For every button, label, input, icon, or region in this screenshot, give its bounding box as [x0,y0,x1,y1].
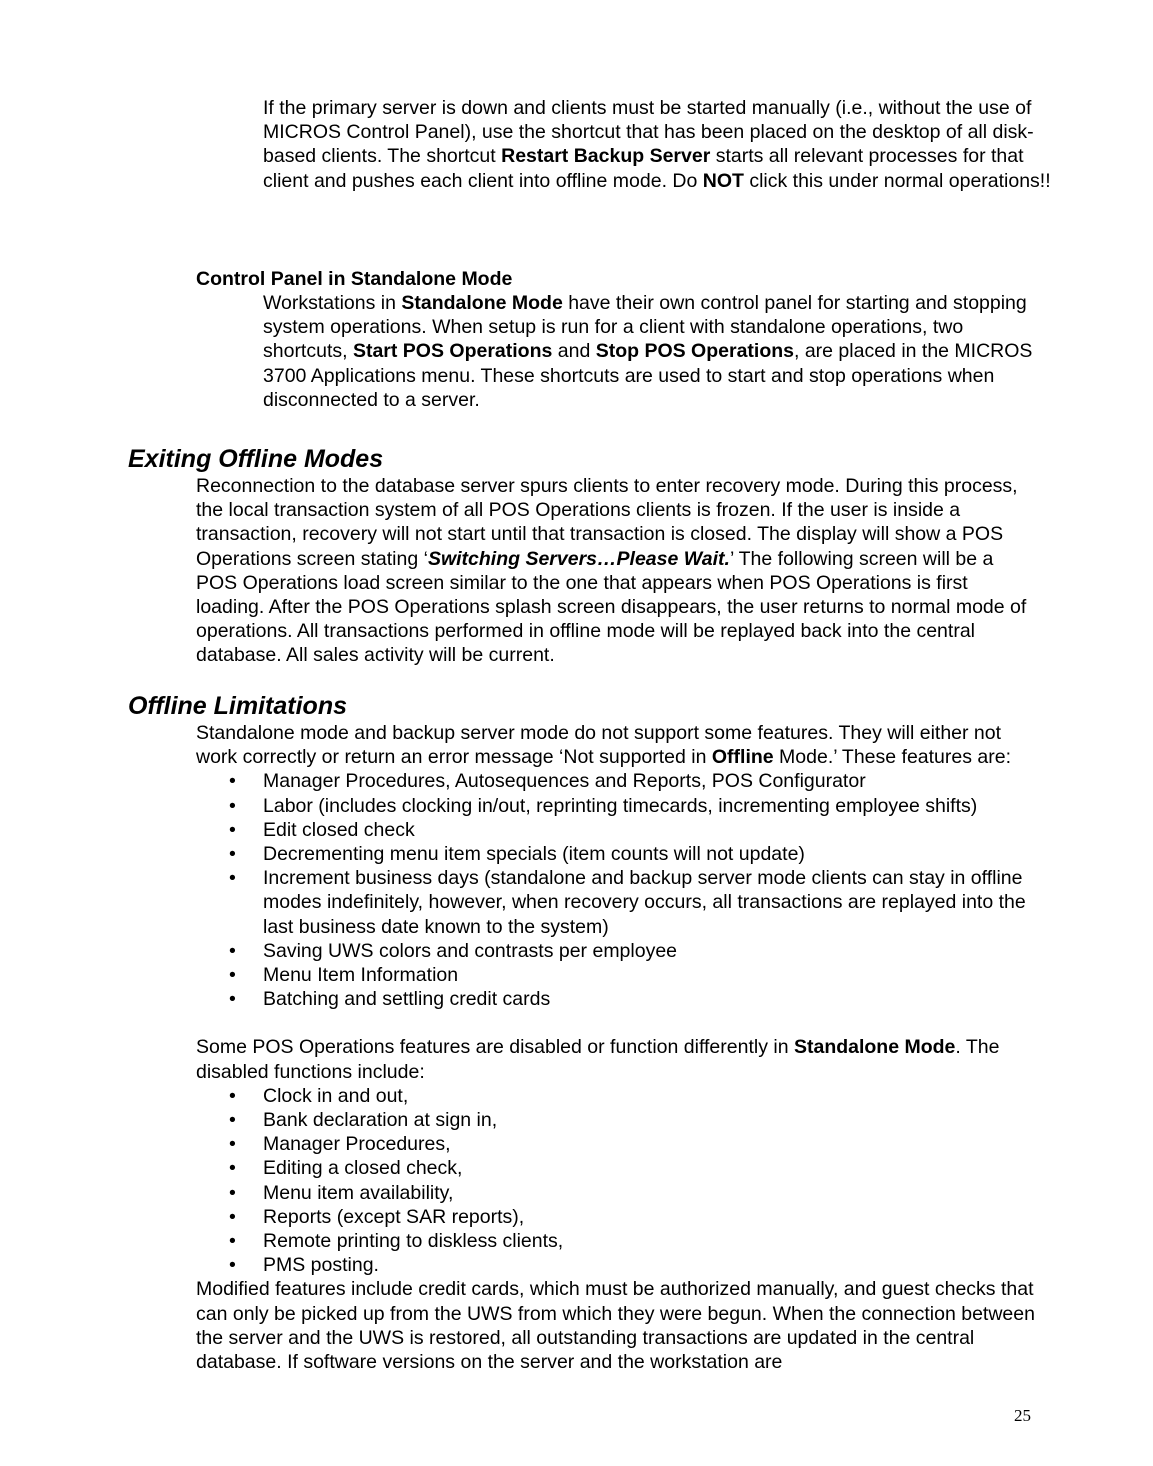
sa-text-1: Some POS Operations features are disabled or function differently in [196,1036,794,1059]
list-item: • Manager Procedures, Autosequences and Reports, POS Configurator [196,769,1036,793]
paragraph-gap [196,1011,1036,1035]
list-item: • Reports (except SAR reports), [196,1205,1036,1229]
unsupported-features-list [196,769,1036,1011]
list-item: • Edit closed check [196,818,1036,842]
switching-servers-message: Switching Servers…Please Wait. [427,547,730,570]
list-item: • Menu Item Information [196,963,1036,987]
exiting-text-1: Reconnection to the database server spurs clients to enter recovery mode. During this process, the local transaction system of all POS Operations clients is frozen. If the user is inside a transaction, recovery will not start until that transaction is closed. The display will show a POS Operations screen stating ‘ [196,475,1018,570]
exiting-text-2: ’ The following screen will be a POS Operations load screen similar to the one that appears when POS Operations is first loading. After the POS Operations splash screen disappears, the user returns to normal mode of operations. All transactions performed in offline mode will be replayed back into the central database. All sales activity will be current. [196,547,1027,667]
exiting-offline-heading: Exiting Offline Modes [128,445,384,473]
list-item: • Remote printing to diskless clients, [196,1229,1036,1253]
cp-stop-pos: Stop POS Operations [595,340,794,363]
list-item: • Bank declaration at sign in, [196,1108,1036,1132]
list-item: • Decrementing menu item specials (item counts will not update) [196,842,1036,866]
list-item: • Labor (includes clocking in/out, reprinting timecards, incrementing employee shifts) [196,794,1036,818]
lim-text-2: Mode.’ These features are: [773,746,1012,769]
lim-text-1: Standalone mode and backup server mode do not support some features. They will either not work correctly or return an error message ‘Not supported in [196,722,1002,769]
intro-text-3: click this under normal operations!! [743,169,1051,192]
restart-backup-server-label: Restart Backup Server [501,145,711,168]
offline-limitations-heading: Offline Limitations [128,692,347,720]
lim-offline: Offline [711,746,774,769]
control-panel-heading: Control Panel in Standalone Mode [196,268,513,290]
cp-text-4: , are placed in the MICROS 3700 Applications menu. These shortcuts are used to start and stop operations when disconnected to a server. [263,340,1033,411]
limitations-intro [196,721,1036,769]
list-item: • PMS posting. [196,1253,1036,1277]
list-item: • Editing a closed check, [196,1156,1036,1180]
list-item: • Clock in and out, [196,1084,1036,1108]
cp-text-1: Workstations in [263,292,402,314]
offline-limitations-section [196,721,1036,1374]
list-item: • Saving UWS colors and contrasts per employee [196,939,1036,963]
list-item: • Batching and settling credit cards [196,987,1036,1011]
not-emphasis: NOT [702,169,744,192]
modified-features-paragraph: Modified features include credit cards, which must be authorized manually, and guest checks that can only be picked up from the UWS from which they were begun. When the connection between the server and the UWS is restored, all outstanding transactions are updated in the central database. If software versions on the server and the workstation are [196,1278,1035,1374]
cp-start-pos: Start POS Operations [352,340,553,363]
list-item: • Menu item availability, [196,1181,1036,1205]
control-panel-paragraph [263,291,1043,412]
intro-text-2: starts all relevant processes for that client and pushes each client into offline mode. Do [263,145,1024,192]
page-number: 25 [1014,1406,1031,1425]
sa-standalone-mode: Standalone Mode [793,1036,956,1059]
cp-text-2: have their own control panel for starting and stopping system operations. When setup is run for a client with standalone operations, two shortcuts, [263,292,1027,363]
standalone-disabled-intro [196,1035,1036,1083]
disabled-functions-list [196,1084,1036,1278]
list-item: • Increment business days (standalone and backup server mode clients can stay in offline modes indefinitely, however, when recovery occurs, all transactions are replayed into the last business date known to the system) [196,866,1036,939]
sa-text-2: . The disabled functions include: [196,1036,1000,1083]
cp-text-3: and [552,340,596,363]
list-item: • Manager Procedures, [196,1132,1036,1156]
exiting-offline-paragraph [196,474,1036,668]
intro-text-1: If the primary server is down and clients must be started manually (i.e., without the use of MICROS Control Panel), use the shortcut that has been placed on the desktop of all disk-based clients. The shortcut [263,97,1034,168]
intro-paragraph [263,96,1053,193]
cp-standalone-mode: Standalone Mode [401,292,563,314]
